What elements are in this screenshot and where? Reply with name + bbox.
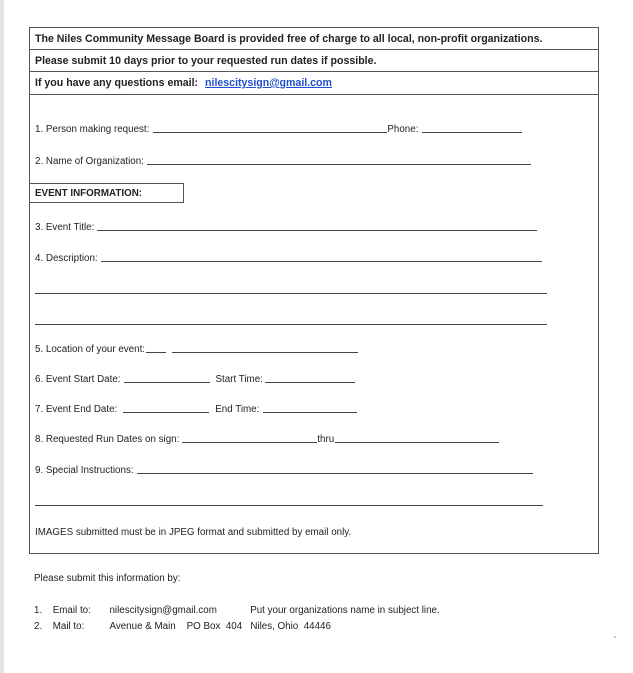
- event-information-heading: [30, 183, 184, 203]
- run-dates-end-line[interactable]: [335, 441, 499, 443]
- images-note-text: IMAGES submitted must be in JPEG format and submitted by email only.: [35, 527, 352, 538]
- footer-intro-text: Please submit this information by:: [34, 573, 181, 584]
- event-title-label: 3. Event Title:: [35, 222, 95, 233]
- special-instructions-label: 9. Special Instructions:: [35, 465, 134, 476]
- footer-item2-address: Avenue & Main PO Box 404 Niles, Ohio 44446: [109, 621, 331, 632]
- header-line2: Please submit 10 days prior to your requested run dates if possible.: [35, 55, 377, 67]
- thru-label: thru: [317, 434, 335, 445]
- header-line1: The Niles Community Message Board is provided free of charge to all local, non-profit organizations.: [35, 33, 543, 45]
- organization-field: [35, 156, 531, 167]
- header-free-of-charge: [30, 28, 598, 50]
- footer-item1-email: nilescitysign@gmail.com: [109, 605, 217, 616]
- run-dates-field: [35, 434, 499, 445]
- start-time-label: Start Time:: [215, 374, 263, 385]
- header-email-link[interactable]: nilescitysign@gmail.com: [205, 77, 332, 89]
- footer-item1-note: Put your organizations name in subject line.: [250, 605, 440, 616]
- start-date-label: 6. Event Start Date:: [35, 374, 121, 385]
- location-input-line-b[interactable]: [172, 351, 358, 353]
- footer-email-item: [34, 605, 440, 616]
- description-field: [35, 253, 542, 264]
- footer-item1-label: Email to:: [52, 605, 91, 616]
- end-date-field: [35, 404, 357, 415]
- run-dates-start-line[interactable]: [182, 441, 317, 443]
- end-time-input-line[interactable]: [263, 411, 357, 413]
- special-instructions-field: [35, 465, 533, 476]
- person-label: 1. Person making request:: [35, 124, 150, 135]
- header-submit-days: [30, 50, 598, 72]
- images-note: [35, 527, 351, 538]
- end-time-label: End Time:: [215, 404, 260, 415]
- description-label: 4. Description:: [35, 253, 98, 264]
- end-date-input-line[interactable]: [123, 411, 209, 413]
- special-instructions-line-2[interactable]: [35, 505, 543, 506]
- page-corner-mark: [614, 636, 616, 638]
- footer-intro: [34, 573, 180, 584]
- start-date-field: [35, 374, 355, 385]
- footer-mail-item: [34, 621, 331, 632]
- phone-label: Phone:: [387, 124, 419, 135]
- event-title-field: [35, 222, 537, 233]
- header-line3-prefix: If you have any questions email:: [35, 77, 199, 89]
- event-title-input-line[interactable]: [97, 229, 537, 231]
- person-field: [35, 124, 522, 135]
- header-questions: [30, 72, 598, 95]
- description-line-3[interactable]: [35, 324, 547, 325]
- organization-input-line[interactable]: [147, 163, 531, 165]
- start-date-input-line[interactable]: [124, 381, 210, 383]
- event-information-label: EVENT INFORMATION:: [35, 188, 143, 199]
- page-left-edge: [0, 0, 4, 673]
- footer-item1-number: 1.: [34, 605, 43, 616]
- location-label: 5. Location of your event:: [35, 344, 146, 355]
- end-date-label: 7. Event End Date:: [35, 404, 118, 415]
- person-input-line[interactable]: [153, 131, 387, 133]
- special-instructions-input-line[interactable]: [137, 472, 533, 474]
- description-input-line[interactable]: [101, 260, 542, 262]
- phone-input-line[interactable]: [422, 131, 522, 133]
- location-input-line-a[interactable]: [146, 351, 166, 353]
- description-line-2[interactable]: [35, 293, 547, 294]
- request-form: [29, 27, 599, 554]
- footer-item2-label: Mail to:: [52, 621, 85, 632]
- start-time-input-line[interactable]: [265, 381, 355, 383]
- footer-item2-number: 2.: [34, 621, 43, 632]
- run-dates-label: 8. Requested Run Dates on sign:: [35, 434, 180, 445]
- location-field: [35, 344, 358, 355]
- organization-label: 2. Name of Organization:: [35, 156, 144, 167]
